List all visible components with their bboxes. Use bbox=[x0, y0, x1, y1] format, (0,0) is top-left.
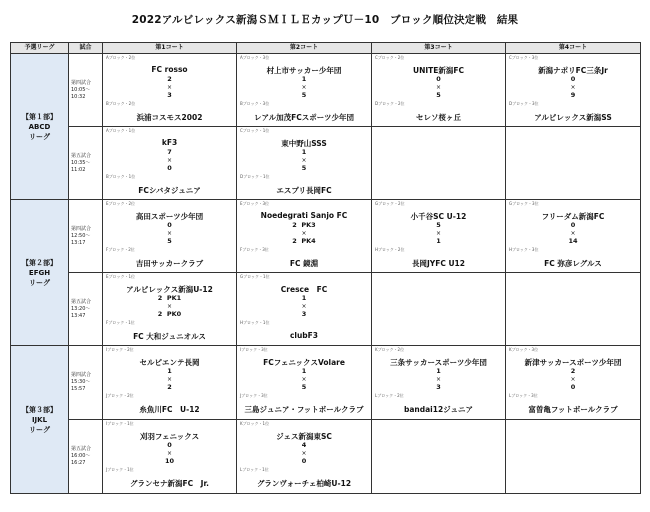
seed-label-top: Eブロック・1位 bbox=[106, 274, 135, 279]
team-bottom: FCシバタジュニア bbox=[138, 186, 201, 195]
seed-label-bottom: Fブロック・2位 bbox=[106, 247, 135, 252]
team-bottom: clubF3 bbox=[289, 331, 319, 340]
team-bottom: セレソ桜ヶ丘 bbox=[416, 113, 461, 122]
versus-mark: × bbox=[166, 376, 173, 383]
match-card bbox=[372, 54, 505, 126]
round-label-line: 10:32 bbox=[71, 93, 86, 100]
score-top bbox=[103, 76, 236, 83]
score-top-value: 1 bbox=[167, 367, 172, 375]
versus-mark: × bbox=[301, 303, 307, 310]
versus-mark: × bbox=[570, 376, 576, 383]
score-bottom bbox=[237, 238, 371, 245]
seed-label-bottom: Bブロック・2位 bbox=[106, 101, 136, 106]
division-name-line: リーグ bbox=[29, 132, 50, 141]
round-label-line: 16:27 bbox=[71, 460, 86, 466]
team-top: アルビレックス新潟U-12 bbox=[126, 285, 213, 294]
division-name-line: リーグ bbox=[29, 278, 50, 287]
score-bottom-value: 2 bbox=[292, 237, 297, 245]
seed-label-top: Aブロック・3位 bbox=[240, 55, 270, 60]
score-bottom bbox=[506, 384, 640, 391]
score-top-value: 2 bbox=[167, 75, 172, 83]
division-cell bbox=[11, 200, 69, 346]
match-card bbox=[237, 420, 371, 493]
match-cell bbox=[103, 273, 237, 346]
versus-mark: × bbox=[570, 84, 576, 91]
match-cell bbox=[103, 127, 237, 200]
seed-label-bottom: Lブロック・2位 bbox=[375, 393, 404, 398]
score-bottom bbox=[506, 92, 640, 99]
score-top-value: 1 bbox=[301, 294, 307, 302]
versus-mark: × bbox=[301, 450, 307, 457]
match-card bbox=[237, 273, 371, 345]
score-bottom-value: 10 bbox=[164, 457, 175, 465]
score-bottom bbox=[372, 384, 505, 391]
score-bottom-value: 3 bbox=[167, 91, 172, 99]
score-top-value: 0 bbox=[167, 221, 172, 229]
score-bottom-value: 5 bbox=[167, 237, 172, 245]
score-top bbox=[103, 368, 236, 375]
score-bottom-value: 14 bbox=[568, 237, 578, 245]
team-top: FC rosso bbox=[151, 65, 188, 74]
match-cell bbox=[103, 54, 237, 127]
versus-mark: × bbox=[570, 230, 576, 237]
round-label-line: 12:50～ bbox=[71, 232, 91, 239]
score-top-value: 1 bbox=[301, 367, 307, 375]
versus-mark: × bbox=[435, 376, 442, 383]
table-row bbox=[11, 346, 641, 420]
score-top-value: 0 bbox=[436, 75, 441, 83]
score-top bbox=[237, 222, 371, 229]
round-label-line: 11:02 bbox=[71, 166, 86, 173]
match-card bbox=[237, 54, 371, 126]
round-label-line: 15:30～ bbox=[71, 379, 91, 385]
pk-score-top: PK1 bbox=[166, 294, 182, 302]
match-card bbox=[237, 200, 371, 272]
score-bottom-value: 5 bbox=[301, 383, 307, 391]
versus-mark: × bbox=[301, 84, 307, 91]
match-cell bbox=[103, 346, 237, 420]
match-cell bbox=[372, 200, 506, 273]
score-top bbox=[372, 76, 505, 83]
match-cell bbox=[103, 200, 237, 273]
division-cell bbox=[11, 54, 69, 200]
score-bottom bbox=[103, 165, 236, 172]
match-cell bbox=[237, 54, 372, 127]
team-bottom: グランヴォーチェ柏崎U-12 bbox=[256, 479, 352, 488]
empty-match-cell bbox=[506, 273, 641, 346]
team-bottom: エスプリ長岡FC bbox=[276, 186, 332, 195]
score-bottom bbox=[372, 92, 505, 99]
match-card bbox=[103, 273, 236, 345]
team-bottom: 糸魚川FC U-12 bbox=[139, 405, 200, 414]
versus-mark: × bbox=[166, 84, 173, 91]
seed-label-top: Eブロック・2位 bbox=[106, 201, 135, 206]
team-top: 村上市サッカー少年団 bbox=[266, 66, 342, 75]
match-cell bbox=[506, 200, 641, 273]
score-top bbox=[103, 149, 236, 156]
score-top-value: 0 bbox=[167, 441, 172, 449]
match-cell bbox=[237, 346, 372, 420]
score-top-value: 1 bbox=[301, 148, 307, 156]
table-row bbox=[11, 420, 641, 494]
table-row bbox=[11, 273, 641, 346]
round-label-line: 10:05～ bbox=[71, 86, 91, 93]
team-top: 新津サッカースポーツ少年団 bbox=[524, 358, 622, 367]
team-top: フリーダム新潟FC bbox=[541, 212, 605, 221]
team-bottom: 長岡JYFC U12 bbox=[412, 259, 465, 268]
seed-label-bottom: Hブロック・3位 bbox=[509, 247, 539, 252]
match-card bbox=[103, 346, 236, 419]
seed-label-top: Kブロック・3位 bbox=[509, 347, 539, 352]
match-card bbox=[372, 346, 505, 419]
round-label-line: 第五試合 bbox=[71, 152, 92, 159]
seed-label-top: Cブロック・2位 bbox=[375, 55, 405, 60]
round-cell bbox=[69, 127, 103, 200]
match-card bbox=[103, 420, 236, 493]
score-top-value: 2 bbox=[570, 367, 576, 375]
team-top: FCフェニックスVolare bbox=[263, 358, 345, 367]
score-top-value: 4 bbox=[301, 441, 307, 449]
versus-mark: × bbox=[166, 230, 173, 237]
seed-label-bottom: Dブロック・2位 bbox=[375, 101, 405, 106]
versus-mark: × bbox=[166, 303, 173, 310]
seed-label-bottom: Jブロック・3位 bbox=[240, 393, 268, 398]
score-bottom bbox=[103, 311, 236, 318]
division-name-line: 【第１部】 bbox=[22, 112, 57, 121]
team-bottom: 三島ジュニア・フットボールクラブ bbox=[244, 405, 364, 414]
score-bottom-value: 0 bbox=[301, 457, 307, 465]
round-cell bbox=[69, 54, 103, 127]
round-cell bbox=[69, 346, 103, 420]
score-top-value: 1 bbox=[301, 75, 307, 83]
score-bottom bbox=[103, 238, 236, 245]
score-top bbox=[372, 222, 505, 229]
score-top-value: 1 bbox=[436, 367, 441, 375]
team-top: 小千谷SC U-12 bbox=[410, 212, 467, 221]
match-cell bbox=[372, 346, 506, 420]
seed-label-top: Cブロック・1位 bbox=[240, 128, 270, 133]
match-cell bbox=[237, 420, 372, 494]
score-top-value: 2 bbox=[157, 294, 163, 302]
score-top-value: 2 bbox=[292, 221, 297, 229]
round-label-line: 13:47 bbox=[71, 312, 86, 319]
seed-label-top: Iブロック・2位 bbox=[106, 347, 134, 352]
match-card bbox=[237, 346, 371, 419]
header-court-1: 第1コート bbox=[103, 43, 237, 54]
seed-label-top: Iブロック・3位 bbox=[240, 347, 268, 352]
versus-mark: × bbox=[435, 230, 442, 237]
score-bottom-value: 3 bbox=[436, 383, 441, 391]
header-court-4: 第4コート bbox=[506, 43, 641, 54]
score-top bbox=[237, 149, 371, 156]
match-card bbox=[506, 54, 640, 126]
match-card bbox=[372, 200, 505, 272]
score-bottom-value: 5 bbox=[436, 91, 441, 99]
score-bottom-value: 5 bbox=[301, 91, 307, 99]
round-label-line: 16:00～ bbox=[71, 453, 91, 459]
score-top bbox=[506, 222, 640, 229]
division-name-line: ABCD bbox=[28, 122, 51, 131]
empty-match-cell bbox=[372, 273, 506, 346]
empty-match-cell bbox=[506, 420, 641, 494]
round-label-line: 13:17 bbox=[71, 239, 86, 246]
score-bottom bbox=[237, 458, 371, 465]
table-row bbox=[11, 200, 641, 273]
score-top bbox=[237, 76, 371, 83]
score-top bbox=[103, 222, 236, 229]
match-cell bbox=[237, 127, 372, 200]
score-top-value: 5 bbox=[436, 221, 441, 229]
score-bottom bbox=[237, 92, 371, 99]
match-card bbox=[237, 127, 371, 199]
score-top bbox=[506, 368, 640, 375]
score-bottom bbox=[237, 311, 371, 318]
match-card bbox=[103, 200, 236, 272]
team-top: 三条サッカースポーツ少年団 bbox=[390, 358, 487, 367]
match-card bbox=[506, 200, 640, 272]
team-bottom: FC 大和ジュニオルス bbox=[133, 332, 206, 341]
score-top bbox=[506, 76, 640, 83]
empty-match-cell bbox=[372, 420, 506, 494]
round-label-line: 第四試合 bbox=[71, 79, 92, 86]
header-row bbox=[11, 43, 641, 54]
score-top-value: 0 bbox=[570, 221, 576, 229]
seed-label-bottom: Fブロック・3位 bbox=[240, 247, 269, 252]
round-label-line: 第四試合 bbox=[71, 225, 92, 232]
pk-score-top: PK3 bbox=[301, 221, 316, 229]
team-bottom: FC 弥彦レグルス bbox=[544, 259, 602, 268]
division-cell bbox=[11, 346, 69, 494]
team-bottom: アルビレックス新潟SS bbox=[534, 113, 612, 122]
team-bottom: 富曽亀フットボールクラブ bbox=[528, 405, 618, 414]
score-bottom-value: 2 bbox=[167, 383, 172, 391]
score-bottom bbox=[103, 384, 236, 391]
seed-label-bottom: Hブロック・2位 bbox=[375, 247, 405, 252]
score-top bbox=[237, 368, 371, 375]
versus-mark: × bbox=[166, 450, 173, 457]
seed-label-top: Aブロック・2位 bbox=[106, 55, 136, 60]
score-bottom bbox=[103, 92, 236, 99]
division-name-line: IJKL bbox=[31, 415, 48, 424]
seed-label-bottom: Bブロック・3位 bbox=[240, 101, 270, 106]
seed-label-bottom: Lブロック・1位 bbox=[240, 467, 269, 472]
seed-label-top: Eブロック・3位 bbox=[240, 201, 269, 206]
score-bottom bbox=[372, 238, 505, 245]
round-label-line: 第四試合 bbox=[71, 372, 92, 378]
team-top: セルピエンテ長岡 bbox=[139, 358, 200, 367]
match-card bbox=[103, 127, 236, 199]
empty-match-cell bbox=[506, 127, 641, 200]
score-bottom bbox=[103, 458, 236, 465]
match-cell bbox=[237, 273, 372, 346]
round-label-line: 13:20～ bbox=[71, 305, 91, 312]
round-label-line: 第五試合 bbox=[71, 298, 92, 305]
division-name-line: 【第２部】 bbox=[22, 258, 57, 267]
score-top bbox=[103, 295, 236, 302]
team-bottom: 浜浦コスモス2002 bbox=[136, 113, 203, 122]
division-name-line: EFGH bbox=[28, 268, 51, 277]
table-row bbox=[11, 54, 641, 127]
score-top bbox=[372, 368, 505, 375]
seed-label-top: Aブロック・1位 bbox=[106, 128, 136, 133]
team-bottom: FC 鏡淵 bbox=[289, 259, 319, 268]
score-bottom-value: 3 bbox=[301, 310, 307, 318]
match-cell bbox=[506, 54, 641, 127]
team-top: 東中野山SSS bbox=[281, 139, 327, 148]
team-top: ジェス新潟東SC bbox=[276, 432, 332, 441]
team-bottom: レアル加茂FCスポーツ少年団 bbox=[253, 113, 355, 122]
seed-label-bottom: Dブロック・1位 bbox=[240, 174, 270, 179]
page-title: 2022アルビレックス新潟ＳＭＩＬＥカップＵ－10 ブロック順位決定戦 結果 bbox=[131, 14, 519, 26]
score-top bbox=[237, 295, 371, 302]
team-top: 刈羽フェニックス bbox=[139, 432, 200, 441]
seed-label-bottom: Dブロック・3位 bbox=[509, 101, 539, 106]
header-court-3: 第3コート bbox=[372, 43, 506, 54]
team-top: 新潟ナポリFC三条Jr bbox=[538, 66, 608, 75]
score-top-value: 0 bbox=[570, 75, 576, 83]
versus-mark: × bbox=[301, 230, 307, 237]
seed-label-top: Gブロック・3位 bbox=[509, 201, 539, 206]
match-cell bbox=[103, 420, 237, 494]
round-cell bbox=[69, 200, 103, 273]
score-bottom-value: 2 bbox=[157, 310, 163, 318]
team-top: 高田スポーツ少年団 bbox=[135, 212, 204, 221]
seed-label-top: Iブロック・1位 bbox=[106, 421, 134, 426]
round-label-line: 第五試合 bbox=[71, 446, 92, 452]
seed-label-top: Kブロック・1位 bbox=[240, 421, 270, 426]
round-cell bbox=[69, 420, 103, 494]
match-card bbox=[103, 54, 236, 126]
match-card bbox=[506, 346, 640, 419]
versus-mark: × bbox=[435, 84, 442, 91]
score-bottom-value: 0 bbox=[167, 164, 172, 172]
match-cell bbox=[237, 200, 372, 273]
score-bottom bbox=[237, 165, 371, 172]
versus-mark: × bbox=[166, 157, 173, 164]
versus-mark: × bbox=[301, 376, 307, 383]
seed-label-bottom: Bブロック・1位 bbox=[106, 174, 136, 179]
team-bottom: グランセナ新潟FC Jr. bbox=[130, 479, 209, 488]
score-bottom-value: 9 bbox=[570, 91, 576, 99]
seed-label-top: Gブロック・2位 bbox=[375, 201, 405, 206]
score-bottom-value: 0 bbox=[570, 383, 576, 391]
seed-label-bottom: Fブロック・1位 bbox=[106, 320, 135, 325]
seed-label-top: Kブロック・2位 bbox=[375, 347, 405, 352]
team-top: Noedegrati Sanjo FC bbox=[260, 211, 348, 220]
seed-label-bottom: Hブロック・1位 bbox=[240, 320, 270, 325]
team-top: UNITE新潟FC bbox=[412, 66, 465, 75]
seed-label-top: Gブロック・1位 bbox=[240, 274, 270, 279]
seed-label-top: Cブロック・3位 bbox=[509, 55, 539, 60]
score-bottom-value: 5 bbox=[301, 164, 307, 172]
versus-mark: × bbox=[301, 157, 307, 164]
seed-label-bottom: Jブロック・2位 bbox=[106, 393, 134, 398]
match-cell bbox=[372, 54, 506, 127]
team-bottom: bandai12ジュニア bbox=[403, 405, 474, 414]
score-top-value: 7 bbox=[167, 148, 172, 156]
seed-label-bottom: Jブロック・1位 bbox=[106, 467, 134, 472]
pk-score-bottom: PK4 bbox=[301, 237, 316, 245]
score-bottom bbox=[506, 238, 640, 245]
score-bottom bbox=[237, 384, 371, 391]
empty-match-cell bbox=[372, 127, 506, 200]
header-league: 予選リーグ bbox=[11, 43, 69, 54]
results-table bbox=[10, 42, 641, 494]
header-match: 試合 bbox=[69, 43, 103, 54]
score-bottom-value: 1 bbox=[436, 237, 441, 245]
team-top: Cresce FC bbox=[280, 285, 328, 294]
pk-score-bottom: PK0 bbox=[166, 310, 182, 318]
table-row bbox=[11, 127, 641, 200]
seed-label-bottom: Lブロック・3位 bbox=[509, 393, 538, 398]
score-top bbox=[103, 442, 236, 449]
round-label-line: 15:57 bbox=[71, 386, 86, 392]
division-name-line: 【第３部】 bbox=[22, 405, 57, 414]
match-cell bbox=[506, 346, 641, 420]
header-court-2: 第2コート bbox=[237, 43, 372, 54]
team-bottom: 吉田サッカークラブ bbox=[135, 259, 204, 268]
round-label-line: 10:35～ bbox=[71, 159, 91, 166]
team-top: kF3 bbox=[161, 138, 178, 147]
division-name-line: リーグ bbox=[29, 425, 50, 434]
score-top bbox=[237, 442, 371, 449]
round-cell bbox=[69, 273, 103, 346]
